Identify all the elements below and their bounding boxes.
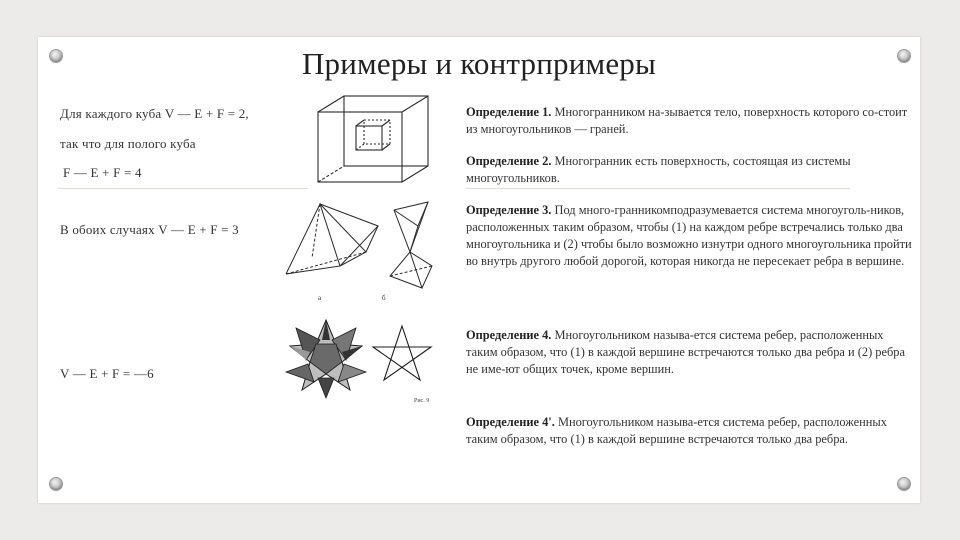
star-polyhedron-formula: V — E + F = —6: [60, 366, 154, 381]
definition-1-body: Многогранником на-зывается тело, поверхность которого со-стоит из многоугольников — граней.: [466, 105, 908, 136]
pin-bottom-left: [50, 478, 62, 490]
tetrahedra-figure: [282, 196, 442, 306]
hollow-cube-figure: [312, 90, 440, 188]
definition-4-body: Многоугольником называ-ется система ребер, расположенных таким образом, что (1) в каждой вершине встречаются только два ребра и (2) ребра не име-ют общих точек, кроме вершин.: [466, 328, 905, 376]
definition-4-prime-body: Многоугольником называ-ется система ребер, расположенных таким образом, что (1) в каждой вершине встречаются только два ребра.: [466, 415, 887, 446]
divider-right: [466, 188, 850, 189]
star-polyhedron-figure: [278, 316, 440, 408]
definition-3-head: Определение 3.: [466, 203, 552, 217]
fig-label-a: a: [318, 294, 322, 302]
fig-label-b: б: [382, 294, 386, 302]
small-stellated-dodecahedron-icon: [286, 320, 366, 398]
definition-1-head: Определение 1.: [466, 105, 552, 119]
definition-4: [466, 327, 914, 378]
pentagram-icon: [373, 326, 431, 380]
hollow-cube-line: так что для полого куба: [60, 136, 196, 151]
definition-4-prime-head: Определение 4'.: [466, 415, 555, 429]
definition-2: [466, 153, 914, 187]
page-title: Примеры и контрпримеры: [301, 46, 657, 81]
definition-2-head: Определение 2.: [466, 154, 552, 168]
definition-4-prime: [466, 414, 914, 448]
fig-label-ris: Рис. 9: [414, 398, 430, 404]
definition-4-head: Определение 4.: [466, 328, 552, 342]
definition-3: [466, 202, 914, 270]
pin-bottom-right: [898, 478, 910, 490]
hollow-cube-formula: F — E + F = 4: [63, 165, 142, 180]
definition-3-body: Под много-гранникомподразумевается система многоуголь-ников, расположенных таким образом, чтобы (1) на каждом ребре встречались только два многоугольника и (2) чтобы было возможно изнутри одного многоугольника пройти во внутрь другого любой дорогой, которая никогда не пересекает ребра в вершине.: [466, 203, 912, 268]
cube-euler-line: Для каждого куба V — E + F = 2,: [60, 106, 249, 121]
divider-left: [58, 188, 308, 189]
both-cases-formula: В обоих случаях V — E + F = 3: [60, 222, 239, 237]
definition-2-body: Многогранник есть поверхность, состоящая из системы многоугольников.: [466, 154, 851, 185]
definition-1: [466, 104, 914, 138]
